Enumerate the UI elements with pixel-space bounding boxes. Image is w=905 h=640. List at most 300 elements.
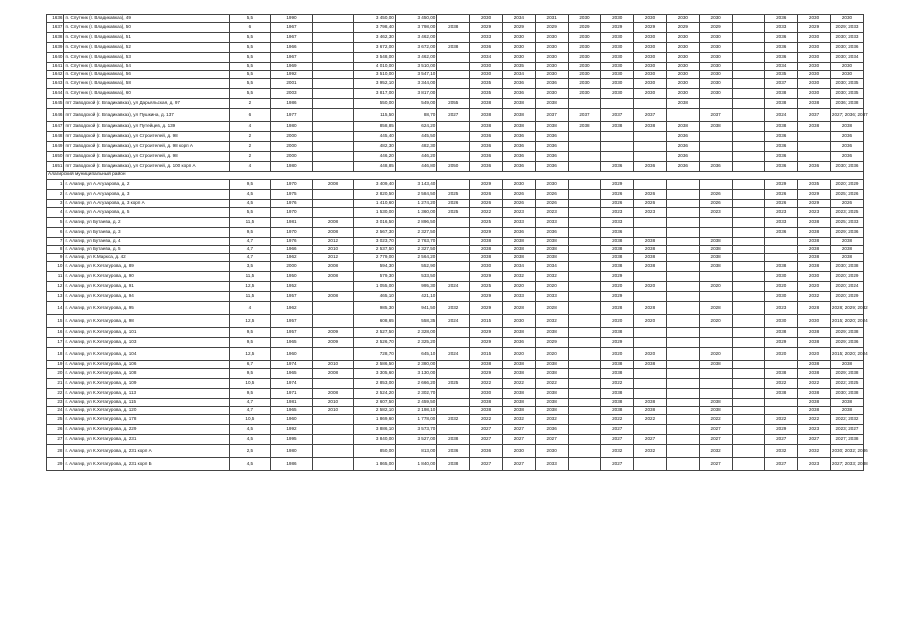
value-cell: 2030 [535, 71, 568, 79]
value-cell: 2003 [271, 89, 313, 99]
row-number-cell: 16 [47, 328, 64, 338]
value-cell: 1 869,60 [354, 415, 396, 425]
table-row [47, 228, 864, 238]
value-cell [666, 361, 699, 369]
value-cell: 2038 [502, 122, 535, 132]
value-cell: 2038 [502, 254, 535, 262]
value-cell [666, 389, 699, 399]
value-cell: 2020 [699, 282, 732, 292]
address-cell: г. Алагир, ул К.Хетагурова, д. 115 [64, 399, 229, 407]
value-cell: 1974 [271, 379, 313, 389]
row-number-cell: 1640 [47, 53, 64, 63]
table-row [47, 63, 864, 71]
table-row [47, 33, 864, 43]
value-cell: 2038 [765, 99, 798, 109]
row-number-cell: 18 [47, 348, 64, 361]
value-cell: 2030; 2033 [830, 33, 863, 43]
value-cell: 2030 [601, 71, 634, 79]
value-cell: 9,5 [229, 389, 271, 399]
value-cell: 2030 [502, 445, 535, 458]
value-cell: 1 530,00 [354, 208, 396, 218]
address-cell: п. Спутник (г. Владикавказ), 49 [64, 15, 229, 23]
value-cell [634, 369, 667, 379]
value-cell [732, 63, 765, 71]
value-cell: 1 410,60 [354, 200, 396, 208]
value-cell [312, 53, 354, 63]
value-cell: 2033 [535, 458, 568, 471]
value-cell: 2030 [666, 79, 699, 89]
value-cell: 2029 [765, 180, 798, 190]
value-cell: 2027 [502, 435, 535, 445]
value-cell: 2034 [470, 53, 503, 63]
value-cell [798, 132, 831, 142]
value-cell [666, 254, 699, 262]
row-number-cell: 20 [47, 369, 64, 379]
value-cell: 2030 [601, 63, 634, 71]
table-row [47, 458, 864, 471]
value-cell [634, 218, 667, 228]
value-cell [312, 71, 354, 79]
value-cell: 2038 [765, 369, 798, 379]
value-cell: 2030 [699, 33, 732, 43]
value-cell: 2033 [535, 218, 568, 228]
value-cell: 2000 [271, 132, 313, 142]
value-cell: 2 198,10 [395, 407, 437, 415]
value-cell: 2038 [470, 361, 503, 369]
value-cell [732, 292, 765, 302]
table-row [47, 328, 864, 338]
value-cell: 2038 [798, 361, 831, 369]
value-cell: 2 763,70 [395, 238, 437, 246]
address-cell: г. Алагир, ул К.Хетагурова, д. 103 [64, 338, 229, 348]
value-cell: 2 327,50 [395, 246, 437, 254]
value-cell: 2038 [798, 246, 831, 254]
value-cell: 2037 [535, 109, 568, 122]
value-cell [437, 152, 470, 162]
value-cell: 2020 [634, 348, 667, 361]
address-cell: г. Алагир, ул Бутаева, д. 3 [64, 228, 229, 238]
value-cell [732, 328, 765, 338]
value-cell: 2033 [601, 218, 634, 228]
value-cell: 2030 [502, 53, 535, 63]
row-number-cell: 12 [47, 282, 64, 292]
value-cell: 2038 [502, 389, 535, 399]
value-cell: 1995 [271, 435, 313, 445]
value-cell [568, 190, 601, 200]
table-row [47, 379, 864, 389]
value-cell: 3 016,50 [354, 218, 396, 228]
value-cell [568, 379, 601, 389]
value-cell [666, 435, 699, 445]
value-cell: 2030 [568, 53, 601, 63]
table-row [47, 180, 864, 190]
address-cell: п. Спутник (г. Владикавказ), 53 [64, 53, 229, 63]
value-cell: 3 409,40 [354, 180, 396, 190]
value-cell [312, 458, 354, 471]
value-cell: 2030 [634, 33, 667, 43]
address-cell: пгт Заводской (г. Владикавказ), ул Строителей, д. 100 корп А [64, 162, 229, 172]
value-cell: 2038 [699, 238, 732, 246]
value-cell: 2030 [798, 71, 831, 79]
value-cell: 2030 [666, 53, 699, 63]
value-cell: 2032 [502, 415, 535, 425]
value-cell: 2020 [798, 348, 831, 361]
value-cell: 2033 [765, 23, 798, 33]
value-cell [666, 369, 699, 379]
value-cell: 985,30 [354, 302, 396, 315]
value-cell: 2022 [470, 208, 503, 218]
value-cell: 1 360,00 [395, 208, 437, 218]
table-row [47, 407, 864, 415]
value-cell: 2032 [535, 272, 568, 282]
value-cell [732, 218, 765, 228]
value-cell: 5,5 [229, 79, 271, 89]
value-cell [437, 292, 470, 302]
value-cell [666, 272, 699, 282]
value-cell: 2024 [437, 282, 470, 292]
value-cell: 2033 [470, 33, 503, 43]
value-cell: 2036 [666, 142, 699, 152]
value-cell [699, 132, 732, 142]
value-cell: 2 527,50 [354, 328, 396, 338]
value-cell: 3 672,00 [395, 43, 437, 53]
value-cell [732, 43, 765, 53]
row-number-cell: 22 [47, 389, 64, 399]
value-cell: 2038 [470, 109, 503, 122]
value-cell [312, 200, 354, 208]
value-cell: 2027 [765, 458, 798, 471]
value-cell: 2038 [765, 262, 798, 272]
value-cell [798, 152, 831, 162]
value-cell: 3 672,00 [354, 43, 396, 53]
value-cell: 2038 [830, 246, 863, 254]
value-cell: 2029; 2036 [830, 228, 863, 238]
value-cell: 2023 [765, 302, 798, 315]
value-cell: 2030 [502, 43, 535, 53]
value-cell: 2038 [830, 361, 863, 369]
value-cell: 2030 [535, 63, 568, 71]
value-cell: 11,5 [229, 218, 271, 228]
value-cell: 465,10 [354, 292, 396, 302]
value-cell [798, 142, 831, 152]
value-cell: 3 817,00 [395, 89, 437, 99]
value-cell: 2 537,50 [354, 246, 396, 254]
value-cell: 2008 [312, 369, 354, 379]
value-cell [666, 109, 699, 122]
value-cell [699, 328, 732, 338]
value-cell: 2030 [699, 15, 732, 23]
value-cell [666, 348, 699, 361]
value-cell: 2029 [601, 272, 634, 282]
table-row [47, 369, 864, 379]
row-number-cell: 10 [47, 262, 64, 272]
row-number-cell: 1647 [47, 122, 64, 132]
value-cell [568, 328, 601, 338]
value-cell: 2038 [601, 389, 634, 399]
table-row [47, 23, 864, 33]
value-cell: 2038 [798, 328, 831, 338]
value-cell: 2038 [601, 262, 634, 272]
repair-schedule-table [46, 14, 868, 471]
value-cell: 2038 [470, 122, 503, 132]
value-cell: 3 450,00 [354, 15, 396, 23]
value-cell [666, 415, 699, 425]
value-cell [699, 152, 732, 162]
value-cell: 2027 [437, 109, 470, 122]
value-cell: 2025; 2026 [830, 190, 863, 200]
value-cell: 2029 [470, 272, 503, 282]
value-cell [312, 152, 354, 162]
value-cell [666, 328, 699, 338]
address-cell: г. Алагир, ул К.Хетагурова, д. 231 [64, 435, 229, 445]
value-cell: 1981 [271, 399, 313, 407]
value-cell: 2030 [568, 43, 601, 53]
value-cell: 12,5 [229, 282, 271, 292]
value-cell: 2029 [502, 23, 535, 33]
value-cell [732, 99, 765, 109]
row-number-cell: 2 [47, 190, 64, 200]
value-cell [437, 33, 470, 43]
row-number-cell: 1641 [47, 63, 64, 71]
value-cell: 2038 [470, 238, 503, 246]
value-cell [568, 361, 601, 369]
value-cell: 1957 [271, 315, 313, 328]
value-cell: 2020 [601, 315, 634, 328]
table-row [47, 79, 864, 89]
address-cell: п. Спутник (г. Владикавказ), 54 [64, 63, 229, 71]
row-number-cell: 1636 [47, 15, 64, 23]
value-cell [568, 292, 601, 302]
value-cell [634, 132, 667, 142]
value-cell: 2027 [699, 425, 732, 435]
value-cell: 2036 [666, 132, 699, 142]
value-cell: 2036 [765, 228, 798, 238]
address-cell: г. Алагир, ул К.Хетагурова, д. 109 [64, 379, 229, 389]
value-cell: 624,20 [395, 122, 437, 132]
value-cell [568, 152, 601, 162]
value-cell: 2022; 2032 [830, 415, 863, 425]
address-cell: пгт Заводской (г. Владикавказ), ул Путейцев, д. 139 [64, 122, 229, 132]
value-cell: 2038 [699, 122, 732, 132]
value-cell [765, 399, 798, 407]
table-row [47, 190, 864, 200]
table-row [47, 218, 864, 228]
value-cell: 2036 [765, 15, 798, 23]
value-cell: 1960 [271, 415, 313, 425]
value-cell: 2036 [699, 162, 732, 172]
value-cell [312, 63, 354, 71]
value-cell: 2036 [502, 79, 535, 89]
value-cell: 2036 [470, 132, 503, 142]
value-cell: 2023 [798, 458, 831, 471]
row-number-cell: 4 [47, 208, 64, 218]
value-cell: 2036 [470, 152, 503, 162]
value-cell: 5,5 [229, 63, 271, 71]
value-cell [699, 379, 732, 389]
value-cell: 2036 [470, 445, 503, 458]
value-cell: 2030 [830, 71, 863, 79]
table-row [47, 162, 864, 172]
value-cell: 2008 [312, 180, 354, 190]
value-cell: 2030 [798, 272, 831, 282]
value-cell: 2023 [634, 208, 667, 218]
value-cell: 4,5 [229, 200, 271, 208]
value-cell: 2036 [437, 445, 470, 458]
value-cell: 2027 [634, 435, 667, 445]
value-cell: 2024 [437, 315, 470, 328]
row-number-cell: 28 [47, 445, 64, 458]
value-cell [437, 132, 470, 142]
value-cell: 2030; 2036 [830, 43, 863, 53]
value-cell: 2038 [830, 238, 863, 246]
value-cell [666, 338, 699, 348]
value-cell: 550,00 [354, 99, 396, 109]
value-cell [568, 415, 601, 425]
value-cell: 2030; 2035 [830, 89, 863, 99]
value-cell: 2038 [535, 407, 568, 415]
value-cell [437, 142, 470, 152]
value-cell: 2026 [535, 190, 568, 200]
value-cell [437, 63, 470, 71]
value-cell: 2030 [798, 33, 831, 43]
value-cell: 4,5 [229, 435, 271, 445]
value-cell [437, 122, 470, 132]
value-cell [732, 142, 765, 152]
value-cell: 1977 [271, 109, 313, 122]
value-cell: 2 582,10 [354, 407, 396, 415]
value-cell: 2038 [535, 399, 568, 407]
value-cell [437, 361, 470, 369]
value-cell: 2038 [601, 369, 634, 379]
value-cell: 446,80 [395, 162, 437, 172]
row-number-cell: 1643 [47, 79, 64, 89]
table-row [47, 246, 864, 254]
address-cell: п. Спутник (г. Владикавказ), 60 [64, 89, 229, 99]
value-cell [732, 282, 765, 292]
value-cell [312, 425, 354, 435]
address-cell: г. Алагир, ул К.Хетагурова, д. 98 [64, 315, 229, 328]
value-cell [732, 89, 765, 99]
value-cell: 2038 [437, 458, 470, 471]
value-cell: 2038 [601, 328, 634, 338]
value-cell: 2038 [470, 99, 503, 109]
value-cell: 2028 [634, 302, 667, 315]
address-cell: г. Алагир, ул А.Агузарова, д. 5 [64, 208, 229, 218]
value-cell: 2032 [502, 272, 535, 282]
value-cell [568, 99, 601, 109]
value-cell: 2028; 2029; 2032 [830, 302, 863, 315]
value-cell: 3 548,00 [354, 53, 396, 63]
value-cell: 2029 [601, 338, 634, 348]
value-cell: 2037 [634, 109, 667, 122]
value-cell: 1980 [271, 162, 313, 172]
value-cell [732, 348, 765, 361]
value-cell: 1992 [271, 425, 313, 435]
value-cell: 2030 [666, 43, 699, 53]
value-cell: 5,5 [229, 33, 271, 43]
value-cell [437, 328, 470, 338]
value-cell: 482,30 [354, 142, 396, 152]
value-cell [568, 302, 601, 315]
value-cell [437, 272, 470, 282]
value-cell: 115,50 [354, 109, 396, 122]
value-cell: 2030 [601, 33, 634, 43]
value-cell: 1965 [271, 369, 313, 379]
table-row [47, 292, 864, 302]
value-cell: 2028 [601, 302, 634, 315]
value-cell: 2038 [830, 407, 863, 415]
value-cell: 2026 [535, 200, 568, 208]
value-cell: 2022 [798, 379, 831, 389]
value-cell: 1967 [271, 23, 313, 33]
value-cell: 1 778,00 [395, 415, 437, 425]
value-cell: 941,50 [395, 302, 437, 315]
value-cell [666, 458, 699, 471]
row-number-cell: 27 [47, 435, 64, 445]
value-cell [699, 338, 732, 348]
value-cell: 2030 [699, 43, 732, 53]
value-cell: 2036 [502, 228, 535, 238]
value-cell: 2029 [601, 23, 634, 33]
value-cell: 2030 [699, 53, 732, 63]
address-cell: п. Спутник (г. Владикавказ), 52 [64, 43, 229, 53]
value-cell: 2 380,00 [395, 361, 437, 369]
value-cell: 2030 [535, 33, 568, 43]
value-cell: 1967 [271, 33, 313, 43]
value-cell: 9,5 [229, 180, 271, 190]
value-cell [437, 369, 470, 379]
value-cell: 2029 [535, 338, 568, 348]
value-cell: 2036 [601, 228, 634, 238]
value-cell [666, 180, 699, 190]
value-cell: 1992 [271, 71, 313, 79]
value-cell: 2036 [502, 152, 535, 162]
value-cell: 2027; 2036; 2037 [830, 109, 863, 122]
value-cell [666, 302, 699, 315]
value-cell [732, 15, 765, 23]
value-cell: 645,10 [395, 348, 437, 361]
value-cell [666, 379, 699, 389]
value-cell: 4,7 [229, 254, 271, 262]
value-cell: 2038 [666, 122, 699, 132]
value-cell: 2038 [535, 328, 568, 338]
value-cell [634, 328, 667, 338]
table-row [47, 315, 864, 328]
value-cell: 2026 [634, 190, 667, 200]
value-cell: 2032 [798, 445, 831, 458]
row-number-cell: 7 [47, 238, 64, 246]
value-cell: 2020 [601, 348, 634, 361]
value-cell: 4,7 [229, 399, 271, 407]
value-cell [568, 338, 601, 348]
value-cell: 2030 [470, 63, 503, 71]
value-cell: 2029 [601, 180, 634, 190]
value-cell: 2030 [699, 71, 732, 79]
address-cell: г. Алагир, ул К.Хетагурова, д. 101 [64, 328, 229, 338]
value-cell: 2033 [765, 218, 798, 228]
value-cell [732, 132, 765, 142]
value-cell: 3,5 [229, 262, 271, 272]
value-cell [634, 180, 667, 190]
table-row [47, 43, 864, 53]
value-cell [568, 425, 601, 435]
value-cell: 2038 [830, 122, 863, 132]
value-cell: 2038 [798, 262, 831, 272]
value-cell: 2030 [634, 79, 667, 89]
value-cell: 2038 [502, 246, 535, 254]
value-cell [732, 190, 765, 200]
value-cell: 2027 [470, 435, 503, 445]
